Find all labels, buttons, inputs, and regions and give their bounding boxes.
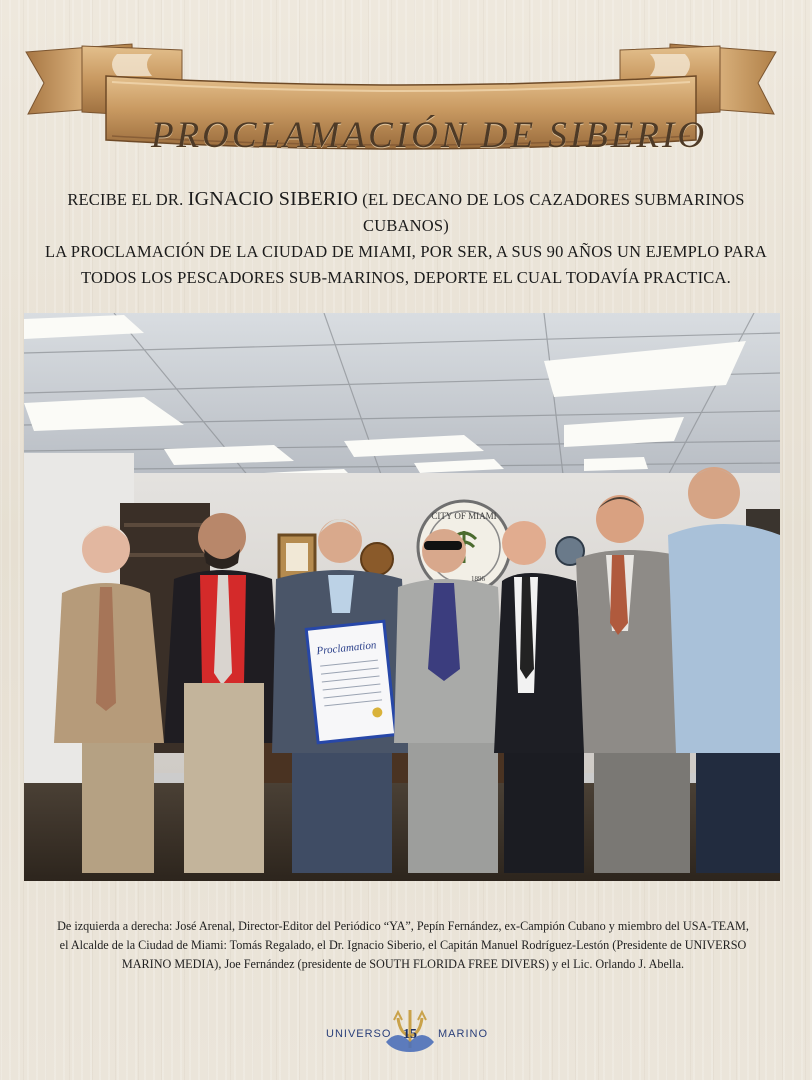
group-photo	[24, 313, 780, 881]
seal-year: 1896	[471, 575, 485, 583]
proclamation-heading: Proclamation	[315, 639, 377, 658]
seal-text: CITY OF MIAMI	[431, 511, 497, 521]
footer-logo	[0, 1006, 812, 1056]
caption-line-3: MARINO MEDIA), Joe Fernández (presidente de SOUTH FLORIDA FREE DIVERS) y el Lic. Orlando J. Abella.	[121, 957, 685, 971]
headline-part-2: (EL DECANO DE LOS CAZADORES SUBMARINOS CUBANOS)	[357, 190, 745, 235]
photo-caption	[24, 917, 782, 974]
headline-part-1: RECIBE EL DR.	[67, 190, 188, 209]
headline	[28, 186, 784, 291]
brand-left: UNIVERSO	[326, 1028, 392, 1040]
headline-name: IGNACIO SIBERIO	[187, 188, 358, 210]
headline-line-3: TODOS LOS PESCADORES SUB-MARINOS, DEPORTE EL CUAL TODAVÍA PRACTICA.	[81, 268, 731, 287]
headline-line-1	[28, 186, 784, 239]
page-number: 15	[403, 1027, 417, 1042]
caption-line-1: De izquierda a derecha: José Arenal, Director-Editor del Periódico “YA”, Pepín Fernández, ex-Campión Cubano y miembro del USA-TEAM,	[57, 919, 749, 933]
photo-illustration	[24, 313, 780, 881]
caption-line-2: el Alcalde de la Ciudad de Miami: Tomás Regalado, el Dr. Ignacio Siberio, el Capitán Manuel Rodríguez-Lestón (Presidente de UNIVERSO	[59, 938, 747, 952]
headline-line-2: LA PROCLAMACIÓN DE LA CIUDAD DE MIAMI, POR SER, A SUS 90 AÑOS UN EJEMPLO PARA	[44, 242, 768, 261]
page-title: PROCLAMACIÓN DE SIBERIO	[150, 115, 708, 156]
title-banner	[22, 36, 780, 160]
brand-right: MARINO	[438, 1028, 488, 1040]
